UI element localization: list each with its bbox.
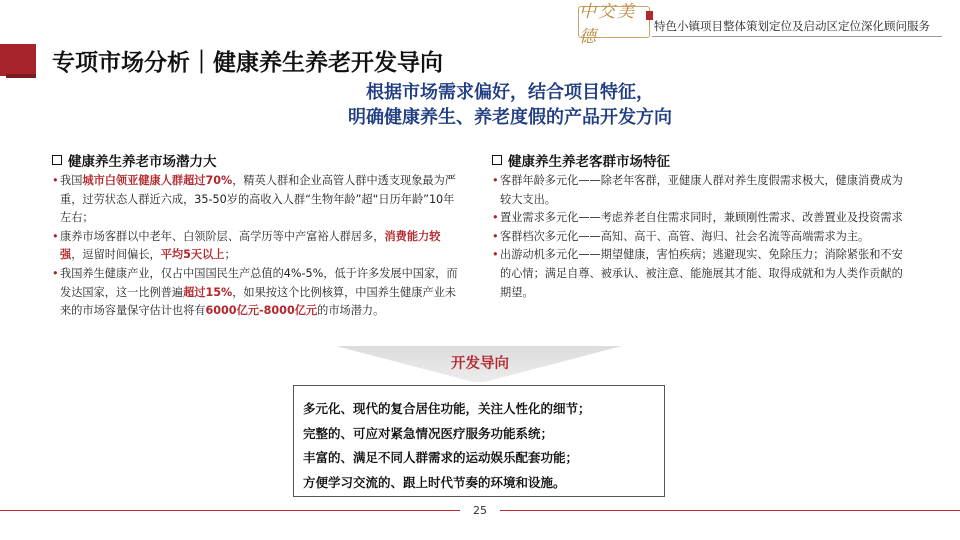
left-section-title — [52, 150, 217, 170]
highlight-text: 消费能力较强 — [60, 229, 441, 262]
header-caption: 特色小镇项目整体策划定位及启动区定位深化顾问服务 — [654, 19, 930, 33]
development-line: 多元化、现代的复合居住功能，关注人性化的细节； — [303, 401, 591, 416]
development-line: 完整的、可应对紧急情况医疗服务功能系统； — [303, 425, 554, 441]
checkbox-square-icon — [492, 155, 502, 165]
company-logo — [578, 2, 650, 47]
right-section-title-text: 健康养生养老客群市场特征 — [508, 154, 670, 170]
highlight-text: 城市白领亚健康人群超过70% — [82, 174, 233, 187]
right-bullet-item: • 出游动机多元化——期望健康，害怕疾病；逃避现实、免除压力；消除紧张和不安的心情；满足自尊、被承认、被注意、能施展其才能、取得成就和为人类作贡献的期望。 — [492, 246, 904, 302]
right-bullet-item: • 客群年龄多元化——除老年客群，亚健康人群对养生度假需求极大，健康消费成为较大支出。 — [492, 172, 904, 209]
development-label: 开发导向 — [451, 356, 509, 372]
checkbox-square-icon — [52, 155, 62, 165]
highlight-text: 6000亿元-8000亿元 — [205, 304, 318, 318]
development-box — [293, 385, 665, 497]
title-accent-bar — [0, 44, 36, 76]
highlight-text: 超过15% — [183, 285, 233, 299]
left-bullet-item: • 康养市场客群以中老年、白领阶层、高学历等中产富裕人群居多，消费能力较强，逗留时间偏长，平均5天以上； — [52, 228, 462, 265]
logo-text: 中交美德 — [579, 2, 636, 47]
right-section-title — [492, 150, 670, 170]
headline — [300, 80, 720, 130]
left-bullet-list — [52, 172, 462, 321]
development-line: 方便学习交流的、跟上时代节奏的环境和设施。 — [303, 474, 566, 490]
development-line: 丰富的、满足不同人群需求的运动娱乐配套功能； — [303, 450, 579, 465]
right-bullet-list — [492, 172, 904, 302]
left-bullet-item: • 我国养生健康产业，仅占中国国民生产总值的4%-5%，低于许多发展中国家，而发达国家，这一比例普遍超过15%，如果按这个比例核算，中国养生健康产业未来的市场容量保守估计也将有6000亿元-8000亿元的市场潜力。 — [52, 265, 462, 321]
right-bullet-item: • 置业需求多元化——考虑养老自住需求同时，兼顾刚性需求、改善置业及投资需求 — [492, 209, 904, 228]
logo-seal — [646, 11, 653, 20]
headline-line-1: 根据市场需求偏好，结合项目特征， — [366, 82, 654, 103]
header-divider — [652, 36, 942, 37]
page-number: 25 — [460, 504, 500, 517]
right-bullet-item: • 客群档次多元化——高知、高干、高管、海归、社会名流等高端需求为主。 — [492, 228, 904, 247]
headline-line-2: 明确健康养生、养老度假的产品开发方向 — [348, 107, 672, 128]
left-bullet-item: • 我国城市白领亚健康人群超过70%，精英人群和企业高管人群中透支现象最为严重，过劳状态人群近六成，35-50岁的高收入人群“生物年龄”超“日历年龄”10年左右； — [52, 172, 462, 228]
page-title: 专项市场分析｜健康养生养老开发导向 — [52, 50, 443, 76]
left-section-title-text: 健康养生养老市场潜力大 — [68, 154, 217, 170]
highlight-text: 平均5天以上 — [160, 248, 225, 262]
